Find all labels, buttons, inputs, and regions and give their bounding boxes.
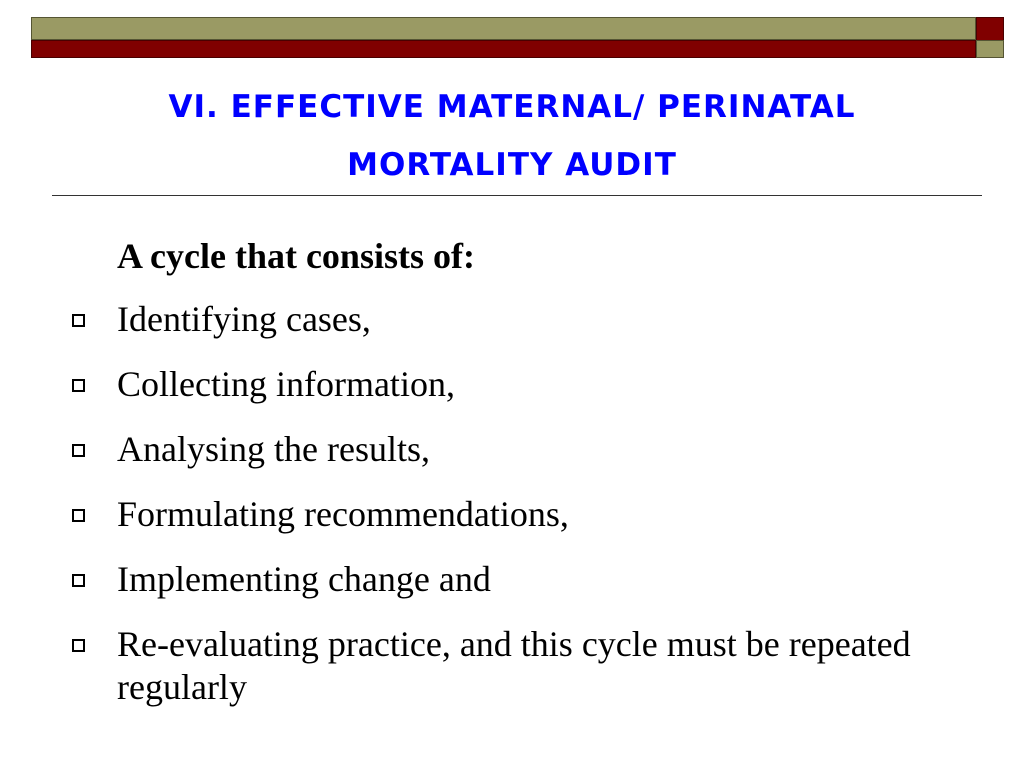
- list-item: [60, 623, 980, 709]
- list-item: [60, 428, 980, 471]
- list-item-text: Identifying cases,: [117, 299, 371, 339]
- intro-text: A cycle that consists of:: [117, 236, 475, 276]
- list-item: [60, 558, 980, 601]
- bullet-list: [60, 298, 980, 709]
- list-item: [60, 363, 980, 406]
- hollow-square-icon: [72, 509, 85, 522]
- list-item-text: Collecting information,: [117, 364, 455, 404]
- list-item: [60, 493, 980, 536]
- header-band-maroon: [31, 40, 976, 58]
- slide-title-line-2: MORTALITY AUDIT: [347, 147, 677, 183]
- list-item-text: Implementing change and: [117, 559, 491, 599]
- header-corner-square-olive: [976, 40, 1004, 58]
- header-corner-square-maroon: [976, 17, 1004, 41]
- hollow-square-icon: [72, 639, 85, 652]
- list-item-text: Analysing the results,: [117, 429, 430, 469]
- list-item-text: Formulating recommendations,: [117, 494, 569, 534]
- slide-title-line-1: VI. EFFECTIVE MATERNAL/ PERINATAL: [168, 89, 856, 125]
- hollow-square-icon: [72, 444, 85, 457]
- list-item-text: Re-evaluating practice, and this cycle must be repeated regularly: [117, 624, 911, 707]
- hollow-square-icon: [72, 574, 85, 587]
- title-divider: [52, 195, 982, 196]
- hollow-square-icon: [72, 379, 85, 392]
- list-item: [60, 298, 980, 341]
- header-band-olive: [31, 17, 976, 40]
- slide-title: [60, 78, 964, 194]
- hollow-square-icon: [72, 314, 85, 327]
